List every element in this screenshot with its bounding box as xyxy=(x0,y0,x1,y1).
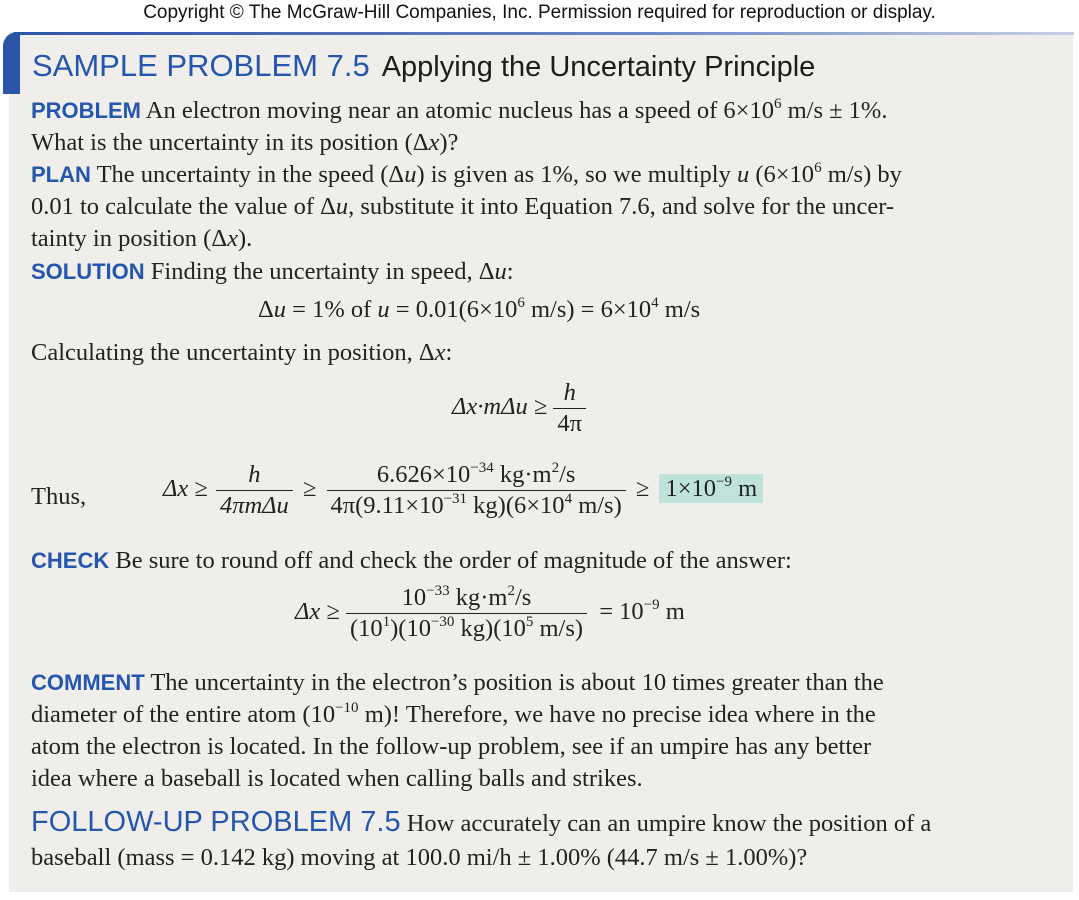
sample-problem-label: SAMPLE PROBLEM 7.5 xyxy=(32,48,370,83)
plan-text-d: m/s) by xyxy=(821,161,902,188)
plan-text-2-end: , substitute it into Equation 7.6, and solve for the uncer- xyxy=(348,193,895,220)
panel-accent-tab xyxy=(3,32,20,94)
problem-line-2 xyxy=(31,127,458,159)
comment-text-1: The uncertainty in the electron’s position is about 10 times greater than the xyxy=(150,669,884,696)
solution-text-2-end: : xyxy=(445,339,453,366)
plan-line-1 xyxy=(31,159,902,191)
check-eq-lhs: Δx ≥ xyxy=(295,598,340,626)
solution-line-2 xyxy=(31,337,452,369)
panel-top-rule xyxy=(14,32,1074,35)
var-u: u xyxy=(494,258,507,285)
eq3-lhs: Δx ≥ xyxy=(163,475,208,503)
solution-text-end: : xyxy=(506,258,514,285)
var-u: u xyxy=(335,193,349,220)
equation-uncertainty-principle xyxy=(452,378,586,439)
var-x: x xyxy=(434,339,446,366)
comment-line-3: atom the electron is located. In the follow-up problem, see if an umpire has any better xyxy=(31,733,872,760)
plan-text-3: tainty in position (Δ xyxy=(31,225,228,252)
problem-text-2-end: )? xyxy=(439,129,459,156)
copyright-notice: Copyright © The McGraw-Hill Companies, Inc. Permission required for reproduction or display. xyxy=(143,2,936,23)
var-u: u xyxy=(404,161,417,188)
followup-text-1: How accurately can an umpire know the position of a xyxy=(406,810,932,837)
comment-line-4: idea where a baseball is located when calling balls and strikes. xyxy=(31,765,643,792)
plan-exponent: 6 xyxy=(814,160,822,176)
plan-label: PLAN xyxy=(31,162,91,187)
equation-delta-u: Δu = 1% of $u = 0.01(6\times 10^6$ $m/s) = 6\times 10^4$ m/s xyxy=(258,295,701,323)
plan-text: The uncertainty in the speed (Δ xyxy=(96,161,405,188)
eq3-fraction-1: $\frac{h}{\text{4πmΔu}}$ xyxy=(216,460,293,521)
var-x: x xyxy=(428,129,440,156)
check-label: CHECK xyxy=(31,548,110,573)
eq3-fraction-2: $\frac{6.626\times 10^{-34} kg\cdot m^2/s}{4\pi(9.11\times 10^{-31} kg)(6\times 10^4 m/s)}$ xyxy=(327,460,626,521)
var-x: x xyxy=(227,225,238,252)
solution-label: SOLUTION xyxy=(31,259,145,284)
plan-text-3-end: ). xyxy=(237,225,253,252)
problem-label: PROBLEM xyxy=(31,98,141,123)
plan-line-3 xyxy=(31,223,252,255)
comment-label: COMMENT xyxy=(31,670,145,695)
solution-text-2: Calculating the uncertainty in position, Δ xyxy=(31,339,435,366)
problem-exponent: 6 xyxy=(773,96,782,112)
comment-line-2: diameter of the entire atom ($10^{-10}$ m)! Therefore, we have no precise idea where in the xyxy=(31,700,876,728)
thus-label: Thus, xyxy=(31,483,87,510)
followup-label: FOLLOW-UP PROBLEM 7.5 xyxy=(31,806,401,838)
check-eq-fraction: $\frac{10^{-33} kg\cdot m^2/s}{(10^1)(10^{-30} kg)(10^5 m/s)}$ xyxy=(346,583,587,644)
followup-line-2: baseball (mass = 0.142 kg) moving at 100.0 mi/h ± 1.00% (44.7 m/s ± 1.00%)? xyxy=(31,844,808,871)
plan-text-b: ) is given as 1%, so we multiply xyxy=(416,161,737,188)
eq2-lhs: Δx·mΔu ≥ xyxy=(452,393,548,421)
answer-highlight: $1\times 10^{-9}$ m xyxy=(659,474,763,503)
eq2-fraction: $\frac{h}{4\pi}$ xyxy=(553,378,586,439)
problem-line-1 xyxy=(31,95,887,127)
equation-check: Δx ≥ $\frac{10^{-33} kg\cdot m^2/s}{(10^1)(10^{-30} kg)(10^5 m/s)}$ = $10^{-9}$ m xyxy=(295,583,685,642)
comment-line-1 xyxy=(31,667,884,699)
var-u: u xyxy=(736,161,750,188)
check-line xyxy=(31,545,792,577)
check-text: Be sure to round off and check the order of magnitude of the answer: xyxy=(115,547,792,574)
sample-problem-name: Applying the Uncertainty Principle xyxy=(381,51,816,83)
problem-text-2: What is the uncertainty in its position (Δ xyxy=(31,129,429,156)
solution-line-1 xyxy=(31,256,514,288)
equation-delta-x: Δx ≥ $\frac{h}{\text{4πmΔu}}$ ≥ $\frac{6.626\times 10^{-34} kg\cdot m^2/s}{4\pi(9.11\times 10^{-31} kg)(6\times 10^4 m/s)}$ ≥ $1\times 10^{-9}$ m xyxy=(163,460,763,521)
problem-text: An electron moving near an atomic nucleus has a speed of 6×10 xyxy=(145,97,774,124)
plan-text-c: (6×10 xyxy=(749,161,815,188)
followup-line-1 xyxy=(31,806,931,840)
problem-text-end: m/s ± 1%. xyxy=(781,97,888,124)
plan-text-2: 0.01 to calculate the value of Δ xyxy=(31,193,336,220)
sample-problem-title xyxy=(32,48,815,84)
solution-text: Finding the uncertainty in speed, Δ xyxy=(150,258,495,285)
plan-line-2 xyxy=(31,191,894,223)
